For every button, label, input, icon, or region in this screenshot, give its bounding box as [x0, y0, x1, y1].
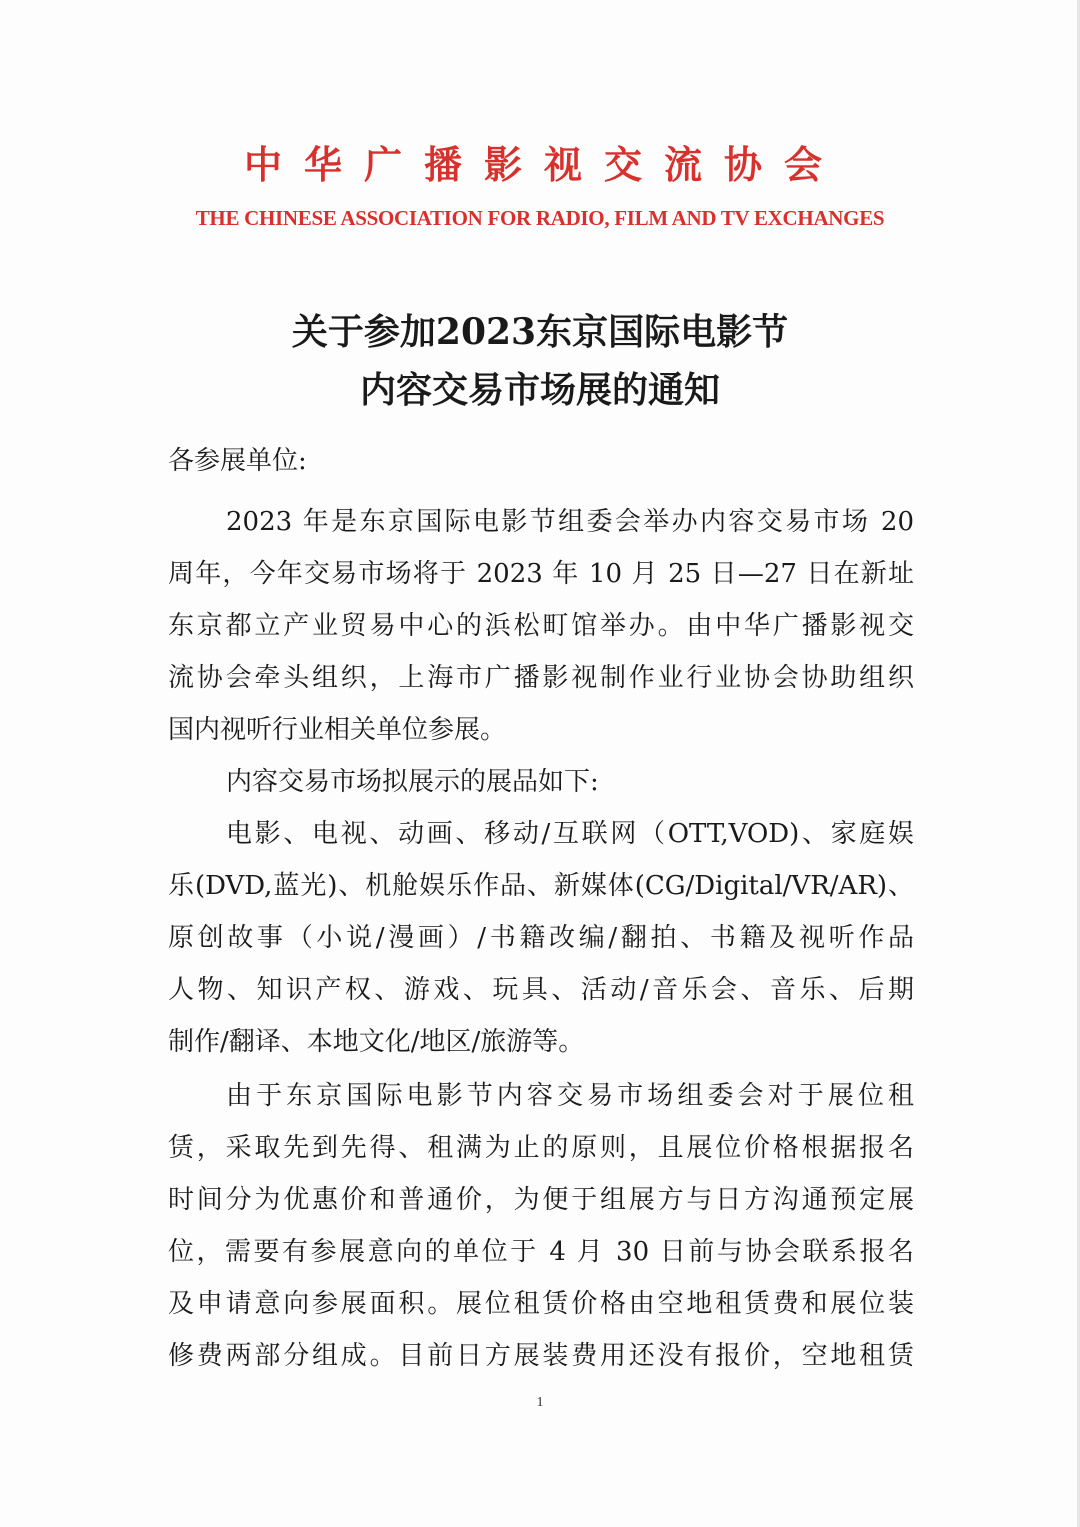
paragraph-line: 电影、电视、动画、移动/互联网（OTT,VOD)、家庭娱: [226, 819, 914, 849]
paragraph-line: 制作/翻译、本地文化/地区/旅游等。: [168, 1027, 585, 1057]
paragraph-1: [168, 496, 914, 756]
org-name-en: THE CHINESE ASSOCIATION FOR RADIO, FILM AND TV EXCHANGES: [195, 206, 885, 230]
paragraph-line: 内容交易市场拟展示的展品如下:: [226, 767, 599, 797]
paragraph-line: 2023 年是东京国际电影节组委会举办内容交易市场 20: [226, 507, 914, 537]
paragraph-line: 人物、知识产权、游戏、玩具、活动/音乐会、音乐、后期: [168, 975, 914, 1005]
paragraph-3: [168, 808, 914, 1068]
page-number: 1: [536, 1395, 544, 1410]
paragraph-line: 位，需要有参展意向的单位于 4 月 30 日前与协会联系报名: [168, 1237, 914, 1267]
paragraph-2: [168, 756, 914, 808]
paragraph-line: 原创故事（小说/漫画）/书籍改编/翻拍、书籍及视听作品: [168, 923, 914, 953]
paragraph-line: 东京都立产业贸易中心的浜松町馆举办。由中华广播影视交: [168, 611, 914, 641]
paragraph-line: 由于东京国际电影节内容交易市场组委会对于展位租: [226, 1081, 914, 1111]
paragraph-line: 时间分为优惠价和普通价，为便于组展方与日方沟通预定展: [168, 1185, 914, 1215]
paragraph-line: 国内视听行业相关单位参展。: [168, 715, 507, 745]
paragraph-line: 及申请意向参展面积。展位租赁价格由空地租赁费和展位装: [168, 1289, 914, 1319]
org-name-cn: 中华广播影视交流协会: [243, 142, 844, 187]
title-line-2: 内容交易市场展的通知: [359, 369, 720, 411]
title-line-1: 关于参加2023东京国际电影节: [291, 311, 789, 353]
paragraph-4: [168, 1070, 914, 1382]
paragraph-line: 周年，今年交易市场将于 2023 年 10 月 25 日—27 日在新址: [168, 559, 914, 589]
salutation: 各参展单位:: [168, 446, 307, 476]
paragraph-line: 修费两部分组成。目前日方展装费用还没有报价，空地租赁: [168, 1341, 914, 1371]
paragraph-line: 赁，采取先到先得、租满为止的原则，且展位价格根据报名: [168, 1133, 914, 1163]
paragraph-line: 乐(DVD,蓝光)、机舱娱乐作品、新媒体(CG/Digital/VR/AR)、: [168, 871, 914, 901]
paragraph-line: 流协会牵头组织，上海市广播影视制作业行业协会协助组织: [168, 663, 914, 693]
